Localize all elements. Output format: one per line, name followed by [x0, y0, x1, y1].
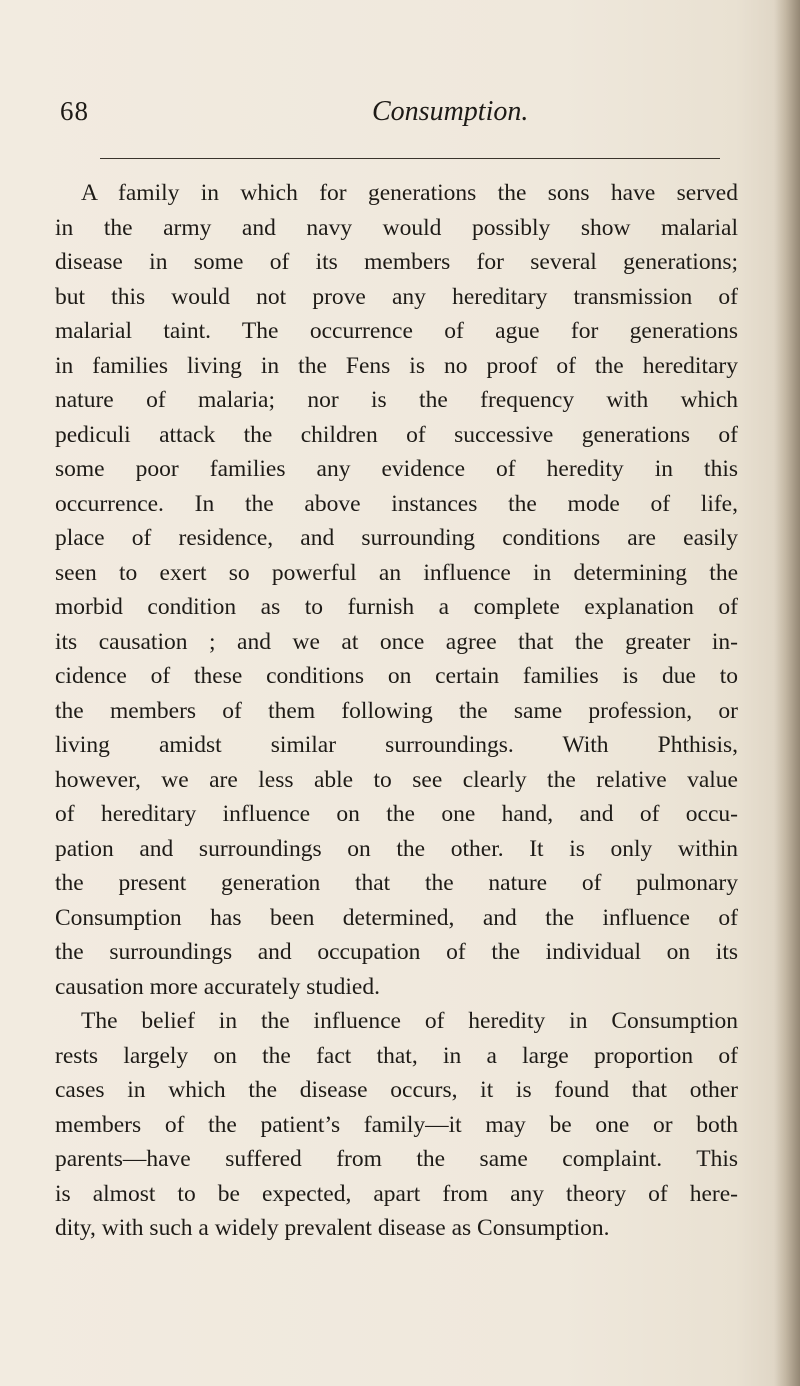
text-line: disease in some of its members for several generations; — [55, 249, 738, 275]
header-rule — [100, 158, 720, 159]
text-line: parents—have suffered from the same complaint. This — [55, 1146, 738, 1172]
text-line: cidence of these conditions on certain families is due to — [55, 663, 738, 689]
text-line: malarial taint. The occurrence of ague for generations — [55, 318, 738, 344]
page-number: 68 — [60, 96, 89, 126]
text-line: of hereditary influence on the one hand, and of occu- — [55, 801, 738, 827]
text-line: Consumption has been determined, and the influence of — [55, 904, 738, 931]
text-line: is almost to be expected, apart from any theory of here- — [55, 1180, 738, 1207]
text-line: pation and surroundings on the other. It is only within — [55, 835, 738, 862]
text-line: members of the patient’s family—it may be one or both — [55, 1111, 738, 1138]
text-line: rests largely on the fact that, in a large proportion of — [55, 1042, 738, 1069]
page-edge-shadow — [774, 0, 800, 1386]
text-line: occurrence. In the above instances the mode of life, — [55, 490, 738, 517]
text-line: The belief in the influence of heredity in Consumption — [81, 1008, 738, 1034]
running-title: Consumption. — [372, 96, 529, 127]
text-line: seen to exert so powerful an influence in determining the — [55, 559, 738, 586]
text-line: A family in which for generations the sons have served — [81, 180, 738, 206]
text-line: some poor families any evidence of heredity in this — [55, 456, 738, 482]
text-line: nature of malaria; nor is the frequency with which — [55, 387, 738, 413]
text-line: the surroundings and occupation of the individual on its — [55, 939, 738, 965]
text-line: the present generation that the nature of pulmonary — [55, 870, 738, 896]
text-line: living amidst similar surroundings. With Phthisis, — [55, 732, 738, 758]
text-line: place of residence, and surrounding conditions are easily — [55, 525, 738, 551]
text-line: its causation ; and we at once agree that the greater in- — [55, 628, 738, 655]
text-line: cases in which the disease occurs, it is found that other — [55, 1077, 738, 1103]
text-line: however, we are less able to see clearly the relative value — [55, 766, 738, 793]
text-line: in families living in the Fens is no proof of the hereditary — [55, 352, 738, 379]
body-text — [55, 176, 738, 1246]
text-line: pediculi attack the children of successive generations of — [55, 421, 738, 448]
text-line: causation more accurately studied. — [55, 973, 380, 1000]
text-line: morbid condition as to furnish a complete explanation of — [55, 594, 738, 620]
text-line: but this would not prove any hereditary transmission of — [55, 283, 738, 310]
page-header — [60, 96, 730, 136]
text-line: dity, with such a widely prevalent disease as Consumption. — [55, 1215, 610, 1241]
text-line: in the army and navy would possibly show malarial — [55, 214, 738, 241]
text-line: the members of them following the same profession, or — [55, 697, 738, 724]
